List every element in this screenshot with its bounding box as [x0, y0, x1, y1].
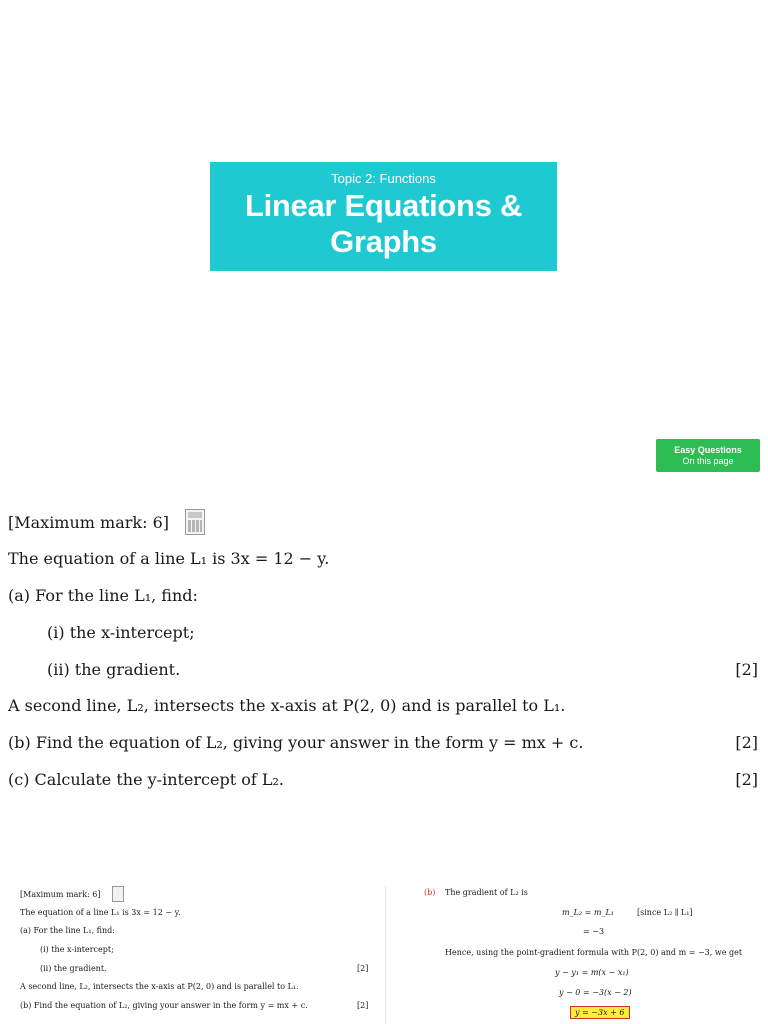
- solution-eq1-note: [since L₂ ∥ L₁]: [637, 908, 693, 917]
- solution-eq4: y − 0 = −3(x − 2): [559, 988, 632, 997]
- second-line-text: A second line, L₂, intersects the x-axis at P(2, 0) and is parallel to L₁.: [8, 696, 566, 715]
- thumb-intro: The equation of a line L₁ is 3x = 12 − y.: [20, 908, 181, 917]
- mark-b: [2]: [735, 733, 758, 752]
- question-intro: The equation of a line L₁ is 3x = 12 − y.: [8, 549, 330, 568]
- part-b: (b) Find the equation of L₂, giving your answer in the form y = mx + c.: [8, 733, 584, 752]
- thumb-part-b: (b) Find the equation of L₂, giving your answer in the form y = mx + c.: [20, 1001, 308, 1010]
- solution-label-b: (b): [424, 888, 436, 897]
- mark-c: [2]: [735, 770, 758, 789]
- solution-heading: The gradient of L₂ is: [445, 888, 528, 897]
- badge-title: Easy Questions: [674, 445, 742, 455]
- max-mark: [Maximum mark: 6]: [8, 513, 169, 532]
- mark-a: [2]: [735, 660, 758, 679]
- thumb-max-mark: [Maximum mark: 6]: [20, 890, 101, 899]
- topic-title-line1: Linear Equations &: [244, 188, 523, 223]
- preview-thumbnails: [0, 870, 768, 1024]
- thumb-calculator-icon: [112, 886, 124, 902]
- thumb-part-a: (a) For the line L₁, find:: [20, 926, 115, 935]
- solution-answer: y = −3x + 6: [570, 1006, 630, 1019]
- thumb-divider: [385, 886, 386, 1024]
- solution-hence: Hence, using the point-gradient formula with P(2, 0) and m = −3, we get: [445, 948, 743, 957]
- topic-subtitle: Topic 2: Functions: [331, 171, 436, 186]
- thumb-mark-a: [2]: [357, 964, 369, 973]
- easy-questions-badge[interactable]: [656, 439, 760, 472]
- thumb-second-line: A second line, L₂, intersects the x-axis at P(2, 0) and is parallel to L₁.: [20, 982, 299, 991]
- topic-title-line2: Graphs: [330, 224, 437, 259]
- solution-eq2: = −3: [583, 927, 605, 936]
- part-a: (a) For the line L₁, find:: [8, 586, 198, 605]
- question-block: [0, 505, 768, 795]
- part-c: (c) Calculate the y-intercept of L₂.: [8, 770, 284, 789]
- part-a-i: (i) the x-intercept;: [47, 623, 195, 642]
- solution-eq3: y − y₁ = m(x − x₁): [555, 968, 629, 977]
- part-a-ii: (ii) the gradient.: [47, 660, 181, 679]
- thumb-part-a-i: (i) the x-intercept;: [40, 945, 114, 954]
- topic-banner: [210, 162, 557, 271]
- topic-title: [210, 188, 557, 260]
- solution-eq1: m_L₂ = m_L₁: [562, 908, 614, 917]
- thumb-part-a-ii: (ii) the gradient.: [40, 964, 107, 973]
- calculator-icon: [185, 509, 205, 535]
- thumb-mark-b: [2]: [357, 1001, 369, 1010]
- badge-subtitle: On this page: [682, 456, 734, 466]
